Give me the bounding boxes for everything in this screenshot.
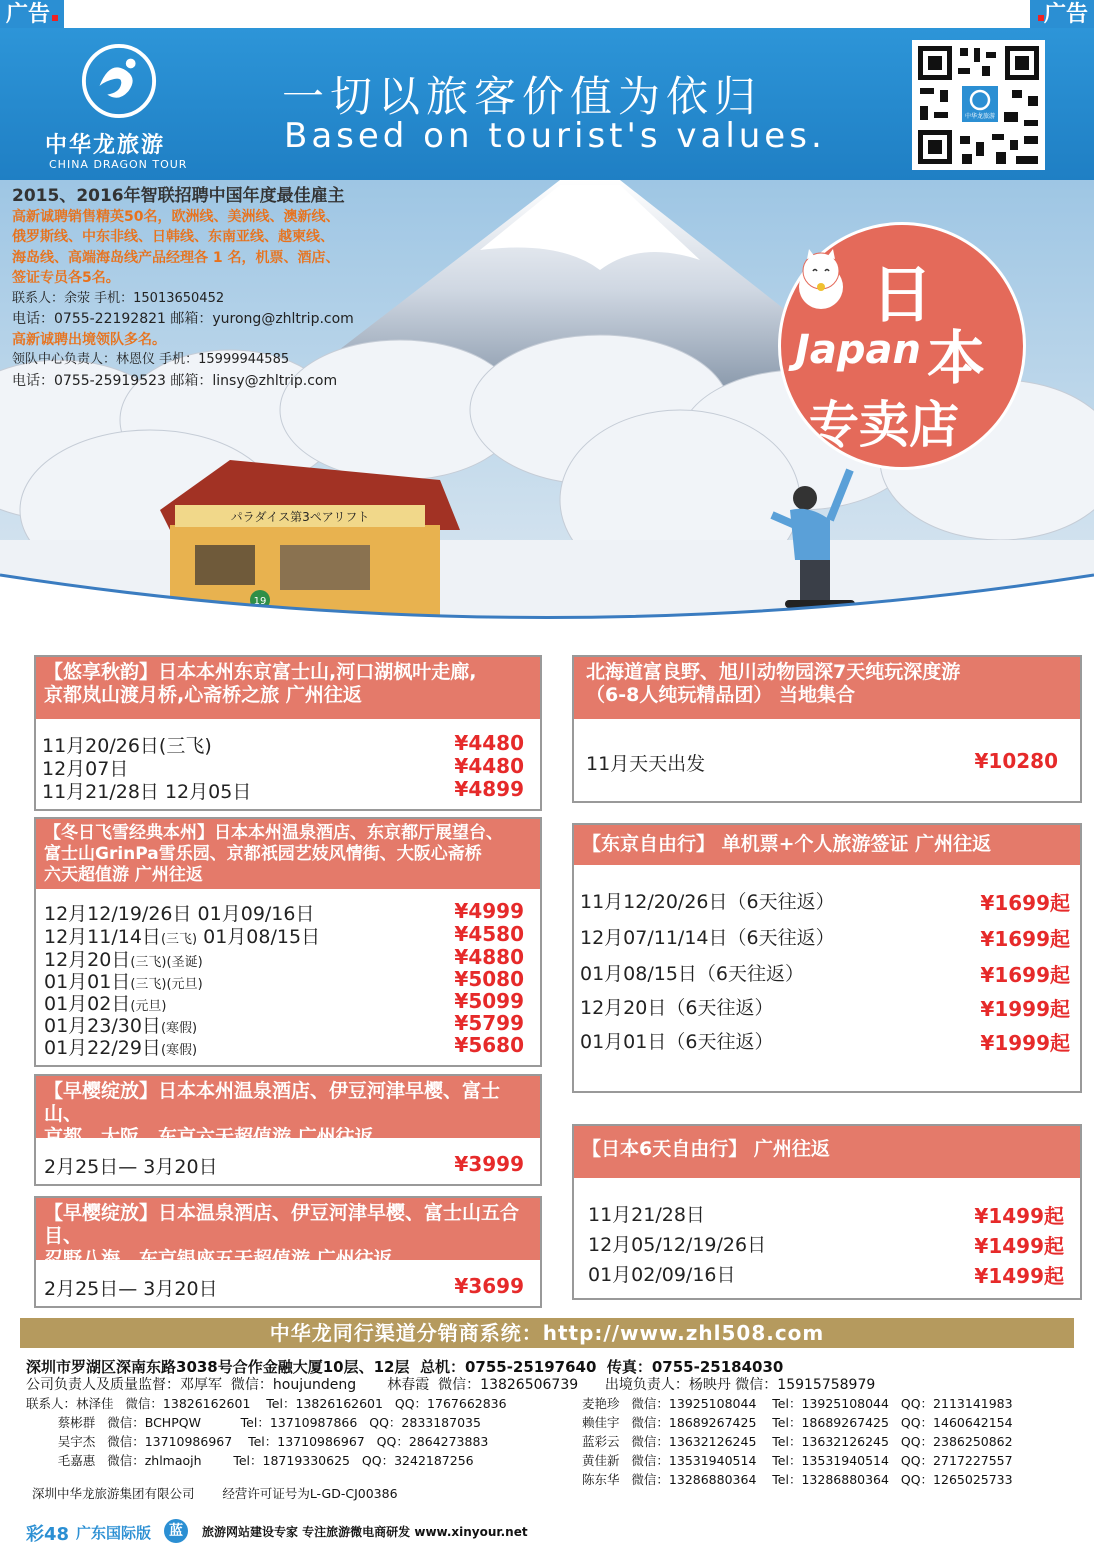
tour-price: ¥3699: [454, 1274, 524, 1298]
tour-date: 12月07/11/14日（6天往返）: [580, 927, 835, 949]
company-license: 深圳中华龙旅游集团有限公司 经营许可证号为L-GD-CJ00386: [32, 1486, 398, 1501]
slogan-cn: 一切以旅客价值为依归: [282, 72, 763, 121]
edition-label: 广东国际版: [76, 1524, 152, 1542]
tour-date: 2月25日— 3月20日: [44, 1278, 218, 1300]
recruit-line: 高新诚聘出境领队多名。: [12, 331, 166, 348]
tour-date: 11月21/28日 12月05日: [42, 781, 252, 803]
company-supervisor: 公司负责人及质量监督：邓厚军 微信：houjundeng 林春霞 微信：13826506739 出境负责人：杨映丹 微信：15915758979: [26, 1377, 876, 1393]
tour-title: 【东京自由行】 单机票+个人旅游签证 广州往返: [574, 825, 1080, 865]
recruit-line: 签证专员各5名。: [12, 270, 120, 286]
header-banner: [0, 28, 1094, 180]
tour-price: ¥4880: [454, 945, 524, 969]
tour-price: ¥4899: [454, 777, 524, 801]
tour-card-sakura-6day[interactable]: [34, 1074, 542, 1186]
recruit-line: 俄罗斯线、中东非线、日韩线、东南亚线、越柬线、: [12, 229, 334, 245]
tour-card-winter[interactable]: [34, 817, 542, 1067]
tour-title: 【冬日飞雪经典本州】日本本州温泉酒店、东京都厅展望台、 富士山GrinPa雪乐园、京都祇园艺妓风情街、大阪心斋桥 六天超值游 广州往返: [36, 819, 540, 889]
distribution-system-bar[interactable]: 中华龙同行渠道分销商系统：http://www.zhl508.com: [20, 1318, 1074, 1348]
blue-logo-icon: 蓝: [164, 1519, 188, 1543]
recruit-title: 2015、2016年智联招聘中国年度最佳雇主: [12, 186, 345, 206]
qr-code-icon: [912, 40, 1045, 170]
brand-name-en: CHINA DRAGON TOUR: [49, 158, 188, 171]
recruit-contact: 领队中心负责人：林恩仪 手机：15999944585: [12, 352, 290, 367]
tour-price: ¥1499起: [974, 1204, 1064, 1228]
tour-price: ¥1499起: [974, 1264, 1064, 1288]
tour-price: ¥1699起: [980, 963, 1070, 987]
recruit-line: 海岛线、高端海岛线产品经理各 1 名，机票、酒店、: [12, 249, 340, 266]
tour-card-sakura-5day[interactable]: [34, 1196, 542, 1308]
tour-date: 11月21/28日: [588, 1204, 705, 1226]
tour-title: 北海道富良野、旭川动物园深7天纯玩深度游 （6-8人纯玩精品团） 当地集合: [574, 657, 1080, 719]
tour-date: 01月02/09/16日: [588, 1264, 736, 1286]
lodge-number: 19: [253, 596, 267, 607]
tour-date: 11月天天出发: [586, 753, 706, 775]
badge-ben: 本: [927, 324, 986, 392]
tour-card-hokkaido[interactable]: [572, 655, 1082, 803]
page-footer-bar: [0, 1518, 1094, 1546]
tour-date: 01月22/29日(寒假): [44, 1037, 198, 1059]
lucky-cat-icon: [793, 247, 849, 311]
tour-price: ¥5680: [454, 1033, 524, 1057]
brand-name-cn: 中华龙旅游: [45, 133, 166, 158]
badge-store: 专卖店: [809, 396, 959, 454]
tour-date: 11月20/26日(三飞): [42, 735, 212, 757]
dragon-logo-icon: [80, 42, 158, 120]
footer-slogan: 旅游网站建设专家 专注旅游微电商研发 www.xinyour.net: [202, 1525, 528, 1539]
tour-price: ¥3999: [454, 1152, 524, 1176]
badge-japan: Japan: [795, 327, 921, 373]
company-address: 深圳市罗湖区深南东路3038号合作金融大厦10层、12层 总机：0755-25197640 传真：0755-25184030: [26, 1358, 784, 1376]
tour-price: ¥5099: [454, 989, 524, 1013]
recruit-contact: 电话：0755-22192821 邮箱：yurong@zhltrip.com: [12, 311, 354, 327]
tour-date: 12月20日(三飞)(圣诞): [44, 949, 203, 971]
tour-date: 12月20日（6天往返）: [580, 997, 774, 1019]
ad-tag-right: 广告: [1030, 0, 1094, 30]
tour-date: 12月07日: [42, 758, 129, 780]
tour-date: 01月02日(元旦): [44, 993, 167, 1015]
tour-date: 01月01日（6天往返）: [580, 1031, 774, 1053]
tour-card-autumn[interactable]: [34, 655, 542, 811]
tour-card-tokyo-free[interactable]: [572, 823, 1082, 1093]
ad-tag-left: 广告: [0, 0, 64, 30]
tour-price: ¥5080: [454, 967, 524, 991]
tour-title: 【早樱绽放】日本本州温泉酒店、伊豆河津早樱、富士山、 京都、大阪、东京六天超值游 广州往返: [36, 1076, 540, 1138]
slogan-en: Based on tourist's values.: [284, 116, 826, 156]
tour-price: ¥1699起: [980, 891, 1070, 915]
tour-price: ¥1999起: [980, 997, 1070, 1021]
svg-text:中华龙旅游: 中华龙旅游: [964, 113, 996, 120]
tour-price: ¥4480: [454, 731, 524, 755]
tour-date: 01月08/15日（6天往返）: [580, 963, 805, 985]
tour-date: 2月25日— 3月20日: [44, 1156, 218, 1178]
recruit-contact: 联系人：余荥 手机：15013650452: [12, 290, 225, 306]
tour-date: 01月23/30日(寒假): [44, 1015, 198, 1037]
tour-price: ¥1699起: [980, 927, 1070, 951]
tour-title: 【悠享秋韵】日本本州东京富士山,河口湖枫叶走廊, 京都岚山渡月桥,心斋桥之旅 广州往返: [36, 657, 540, 719]
japan-store-badge: [778, 222, 1026, 470]
tour-title: 【日本6天自由行】 广州往返: [574, 1126, 1080, 1178]
contacts-right: 麦艳珍 微信：13925108044 Tel：13925108044 QQ：2113141983 赖佳宇 微信：18689267425 Tel：18689267425 QQ：1460642154 蓝彩云 微信：13632126245 Tel：13632126245 QQ：2386250862 黄佳新 微信：13531940514 Tel：13531940514 QQ：2717227557 陈东华 微信：13286880364 Tel：13286880364 QQ：1265025733: [582, 1396, 1013, 1487]
tour-date: 01月01日(三飞)(元旦): [44, 971, 203, 993]
badge-ri: 日: [871, 258, 934, 331]
recruitment-notice: [12, 186, 412, 391]
tour-price: ¥1499起: [974, 1234, 1064, 1258]
tour-date: 12月05/12/19/26日: [588, 1234, 767, 1256]
tour-price: ¥1999起: [980, 1031, 1070, 1055]
tour-title: 【早樱绽放】日本温泉酒店、伊豆河津早樱、富士山五合目、 忍野八海、东京银座五天超值游 广州往返: [36, 1198, 540, 1260]
tour-price: ¥4999: [454, 899, 524, 923]
qr-code[interactable]: [912, 40, 1045, 170]
tour-date: 12月11/14日(三飞) 01月08/15日: [44, 926, 321, 948]
page-number: 彩48: [26, 1524, 70, 1545]
contacts-left: 联系人：林泽佳 微信：13826162601 Tel：13826162601 QQ：1767662836 蔡彬群 微信：BCHPQW Tel：13710987866 QQ：2833187035 吴宇杰 微信：13710986967 Tel：13710986967 QQ：2864273883 毛嘉惠 微信：zhlmaojh Tel：18719330625 QQ：3242187256: [26, 1396, 507, 1468]
tour-price: ¥4580: [454, 922, 524, 946]
tour-price: ¥4480: [454, 754, 524, 778]
recruit-line: 高新诚聘销售精英50名，欧洲线、美洲线、澳新线、: [12, 208, 340, 225]
tour-price: ¥10280: [974, 749, 1058, 773]
recruit-contact: 电话：0755-25919523 邮箱：linsy@zhltrip.com: [12, 372, 338, 389]
tour-date: 12月12/19/26日 01月09/16日: [44, 903, 315, 925]
tour-price: ¥5799: [454, 1011, 524, 1035]
lodge-sign: パラダイス第3ペアリフト: [230, 510, 370, 524]
tour-date: 11月12/20/26日（6天往返）: [580, 891, 835, 913]
tour-card-japan-6day-free[interactable]: [572, 1124, 1082, 1300]
